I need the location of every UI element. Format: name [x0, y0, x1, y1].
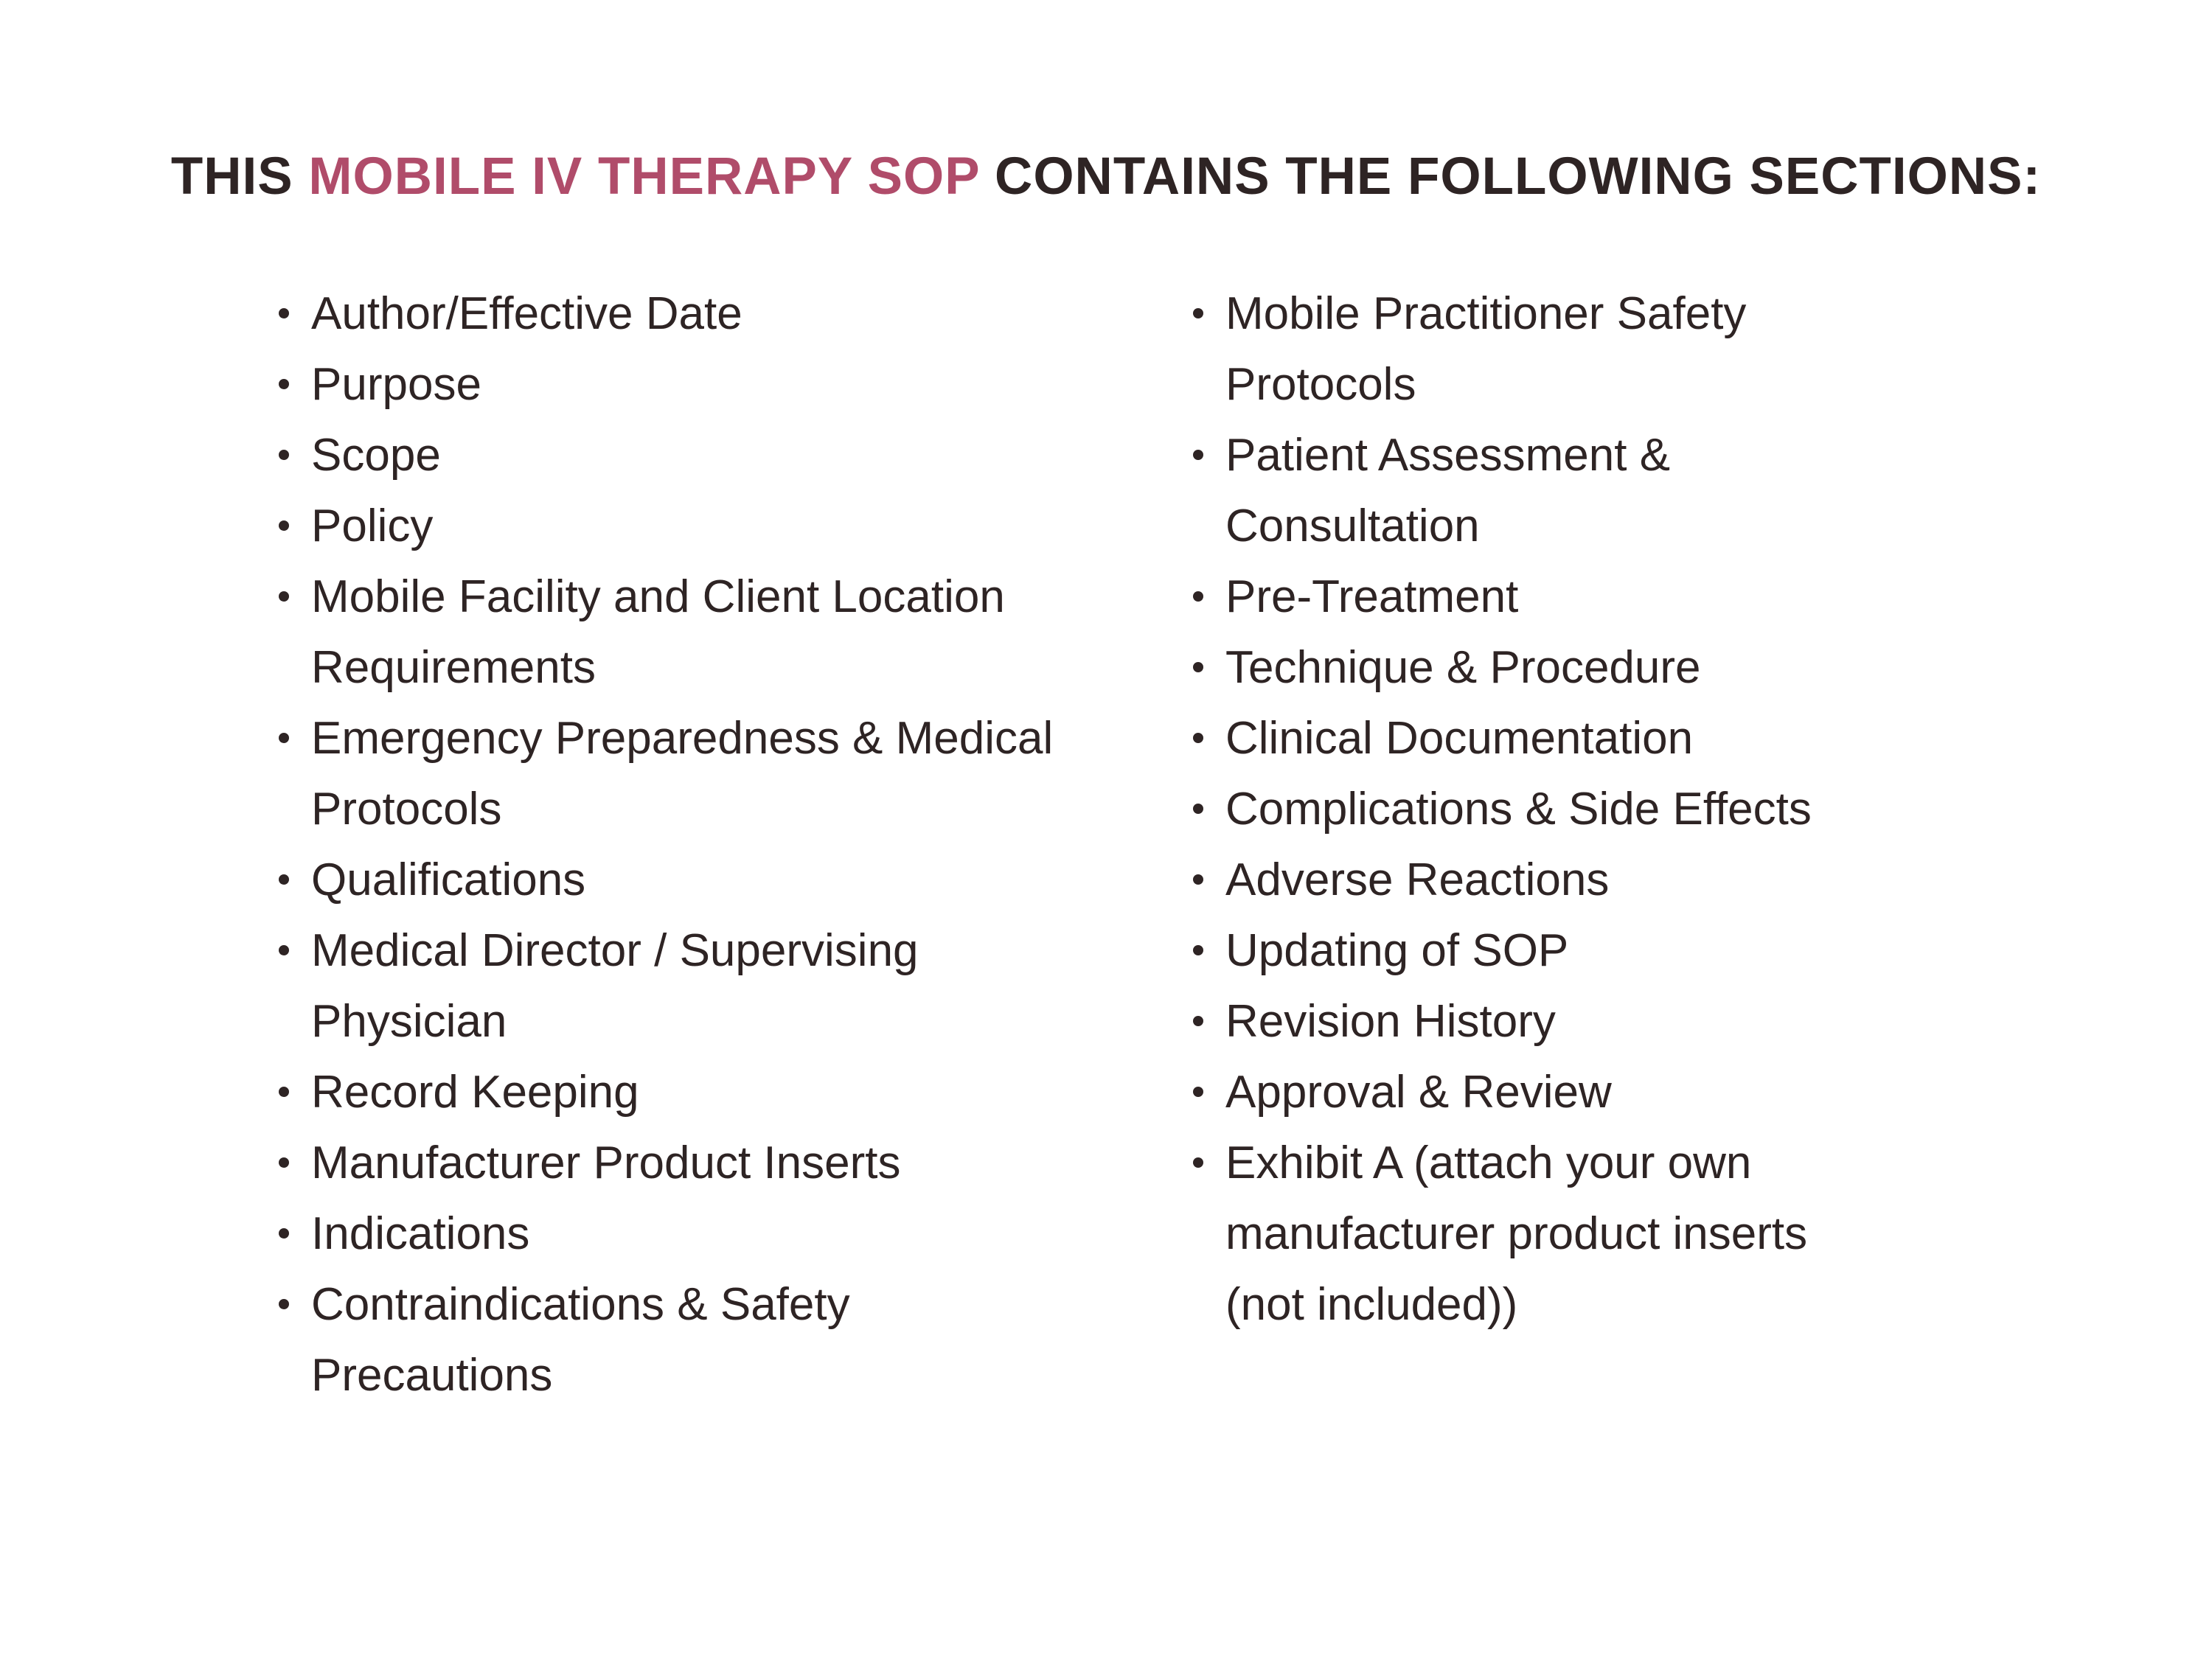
section-label-line: Manufacturer Product Inserts	[311, 1138, 901, 1188]
section-label-line: Mobile Practitioner Safety	[1225, 288, 1747, 339]
bullet-icon	[1193, 662, 1203, 672]
section-label-line: (not included))	[1225, 1279, 1518, 1330]
bullet-icon	[1193, 733, 1203, 743]
bullet-icon	[279, 945, 289, 955]
section-label-line: Purpose	[311, 359, 481, 410]
section-list-item	[274, 703, 1166, 845]
bullet-icon	[1193, 308, 1203, 318]
section-list-item	[274, 562, 1166, 703]
section-label-line: Record Keeping	[311, 1067, 639, 1118]
section-label-line: Contraindications & Safety	[311, 1279, 850, 1330]
bullet-icon	[1193, 1016, 1203, 1026]
section-list-item	[1189, 986, 2066, 1057]
title-suffix: CONTAINS THE FOLLOWING SECTIONS:	[979, 147, 2042, 206]
section-label-line: Qualifications	[311, 854, 586, 905]
bullet-icon	[279, 1299, 289, 1309]
section-list-item	[1189, 1057, 2066, 1128]
section-label-line: Approval & Review	[1225, 1067, 1612, 1118]
section-list-item	[1189, 845, 2066, 916]
section-label-line: Consultation	[1225, 501, 1480, 551]
bullet-icon	[1193, 945, 1203, 955]
section-label-line: Clinical Documentation	[1225, 713, 1694, 764]
bullet-icon	[1193, 804, 1203, 814]
bullet-icon	[1193, 450, 1203, 460]
bullet-icon	[279, 450, 289, 460]
section-label-line: Scope	[311, 430, 441, 481]
bullet-icon	[279, 591, 289, 602]
section-list-item	[274, 1199, 1166, 1269]
bullet-icon	[1193, 874, 1203, 885]
section-list-item	[274, 420, 1166, 491]
section-label-line: Pre-Treatment	[1225, 571, 1519, 622]
sections-list-left	[274, 279, 1166, 1411]
section-label-line: Updating of SOP	[1225, 925, 1569, 976]
section-list-item	[1189, 774, 2066, 845]
section-list-item	[1189, 916, 2066, 986]
section-list-item	[274, 845, 1166, 916]
section-list-item	[1189, 633, 2066, 703]
section-label-line: Policy	[311, 501, 434, 551]
section-list-item	[1189, 703, 2066, 774]
section-list-item	[1189, 420, 2066, 562]
bullet-icon	[279, 874, 289, 885]
bullet-icon	[279, 1157, 289, 1168]
section-label-line: Technique & Procedure	[1225, 642, 1701, 693]
sections-list-right	[1189, 279, 2066, 1340]
section-label-line: Physician	[311, 996, 507, 1047]
section-list-item	[274, 916, 1166, 1057]
page-title	[0, 140, 2212, 214]
title-accent: MOBILE IV THERAPY SOP	[308, 147, 980, 206]
bullet-icon	[279, 520, 289, 531]
section-list-item	[1189, 279, 2066, 420]
section-list-item	[274, 279, 1166, 349]
bullet-icon	[1193, 591, 1203, 602]
section-list-item	[274, 349, 1166, 420]
section-label-line: Patient Assessment &	[1225, 430, 1671, 481]
section-list-item	[274, 1057, 1166, 1128]
section-label-line: manufacturer product inserts	[1225, 1208, 1808, 1259]
bullet-icon	[279, 308, 289, 318]
section-list-item	[274, 491, 1166, 562]
section-list-item	[1189, 1128, 2066, 1340]
section-label-line: Adverse Reactions	[1225, 854, 1610, 905]
section-label-line: Protocols	[1225, 359, 1416, 410]
section-list-item	[274, 1269, 1166, 1411]
section-label-line: Author/Effective Date	[311, 288, 742, 339]
section-label-line: Protocols	[311, 784, 502, 835]
section-label-line: Precautions	[311, 1350, 553, 1401]
section-label-line: Indications	[311, 1208, 530, 1259]
bullet-icon	[1193, 1087, 1203, 1097]
bullet-icon	[279, 1087, 289, 1097]
title-prefix: THIS	[170, 147, 309, 206]
bullet-icon	[1193, 1157, 1203, 1168]
bullet-icon	[279, 379, 289, 389]
section-label-line: Revision History	[1225, 996, 1556, 1047]
section-label-line: Complications & Side Effects	[1225, 784, 1812, 835]
section-label-line: Exhibit A (attach your own	[1225, 1138, 1752, 1188]
section-label-line: Emergency Preparedness & Medical	[311, 713, 1054, 764]
section-list-item	[1189, 562, 2066, 633]
section-label-line: Medical Director / Supervising	[311, 925, 919, 976]
bullet-icon	[279, 1228, 289, 1239]
section-list-item	[274, 1128, 1166, 1199]
bullet-icon	[279, 733, 289, 743]
section-label-line: Requirements	[311, 642, 596, 693]
section-label-line: Mobile Facility and Client Location	[311, 571, 1005, 622]
